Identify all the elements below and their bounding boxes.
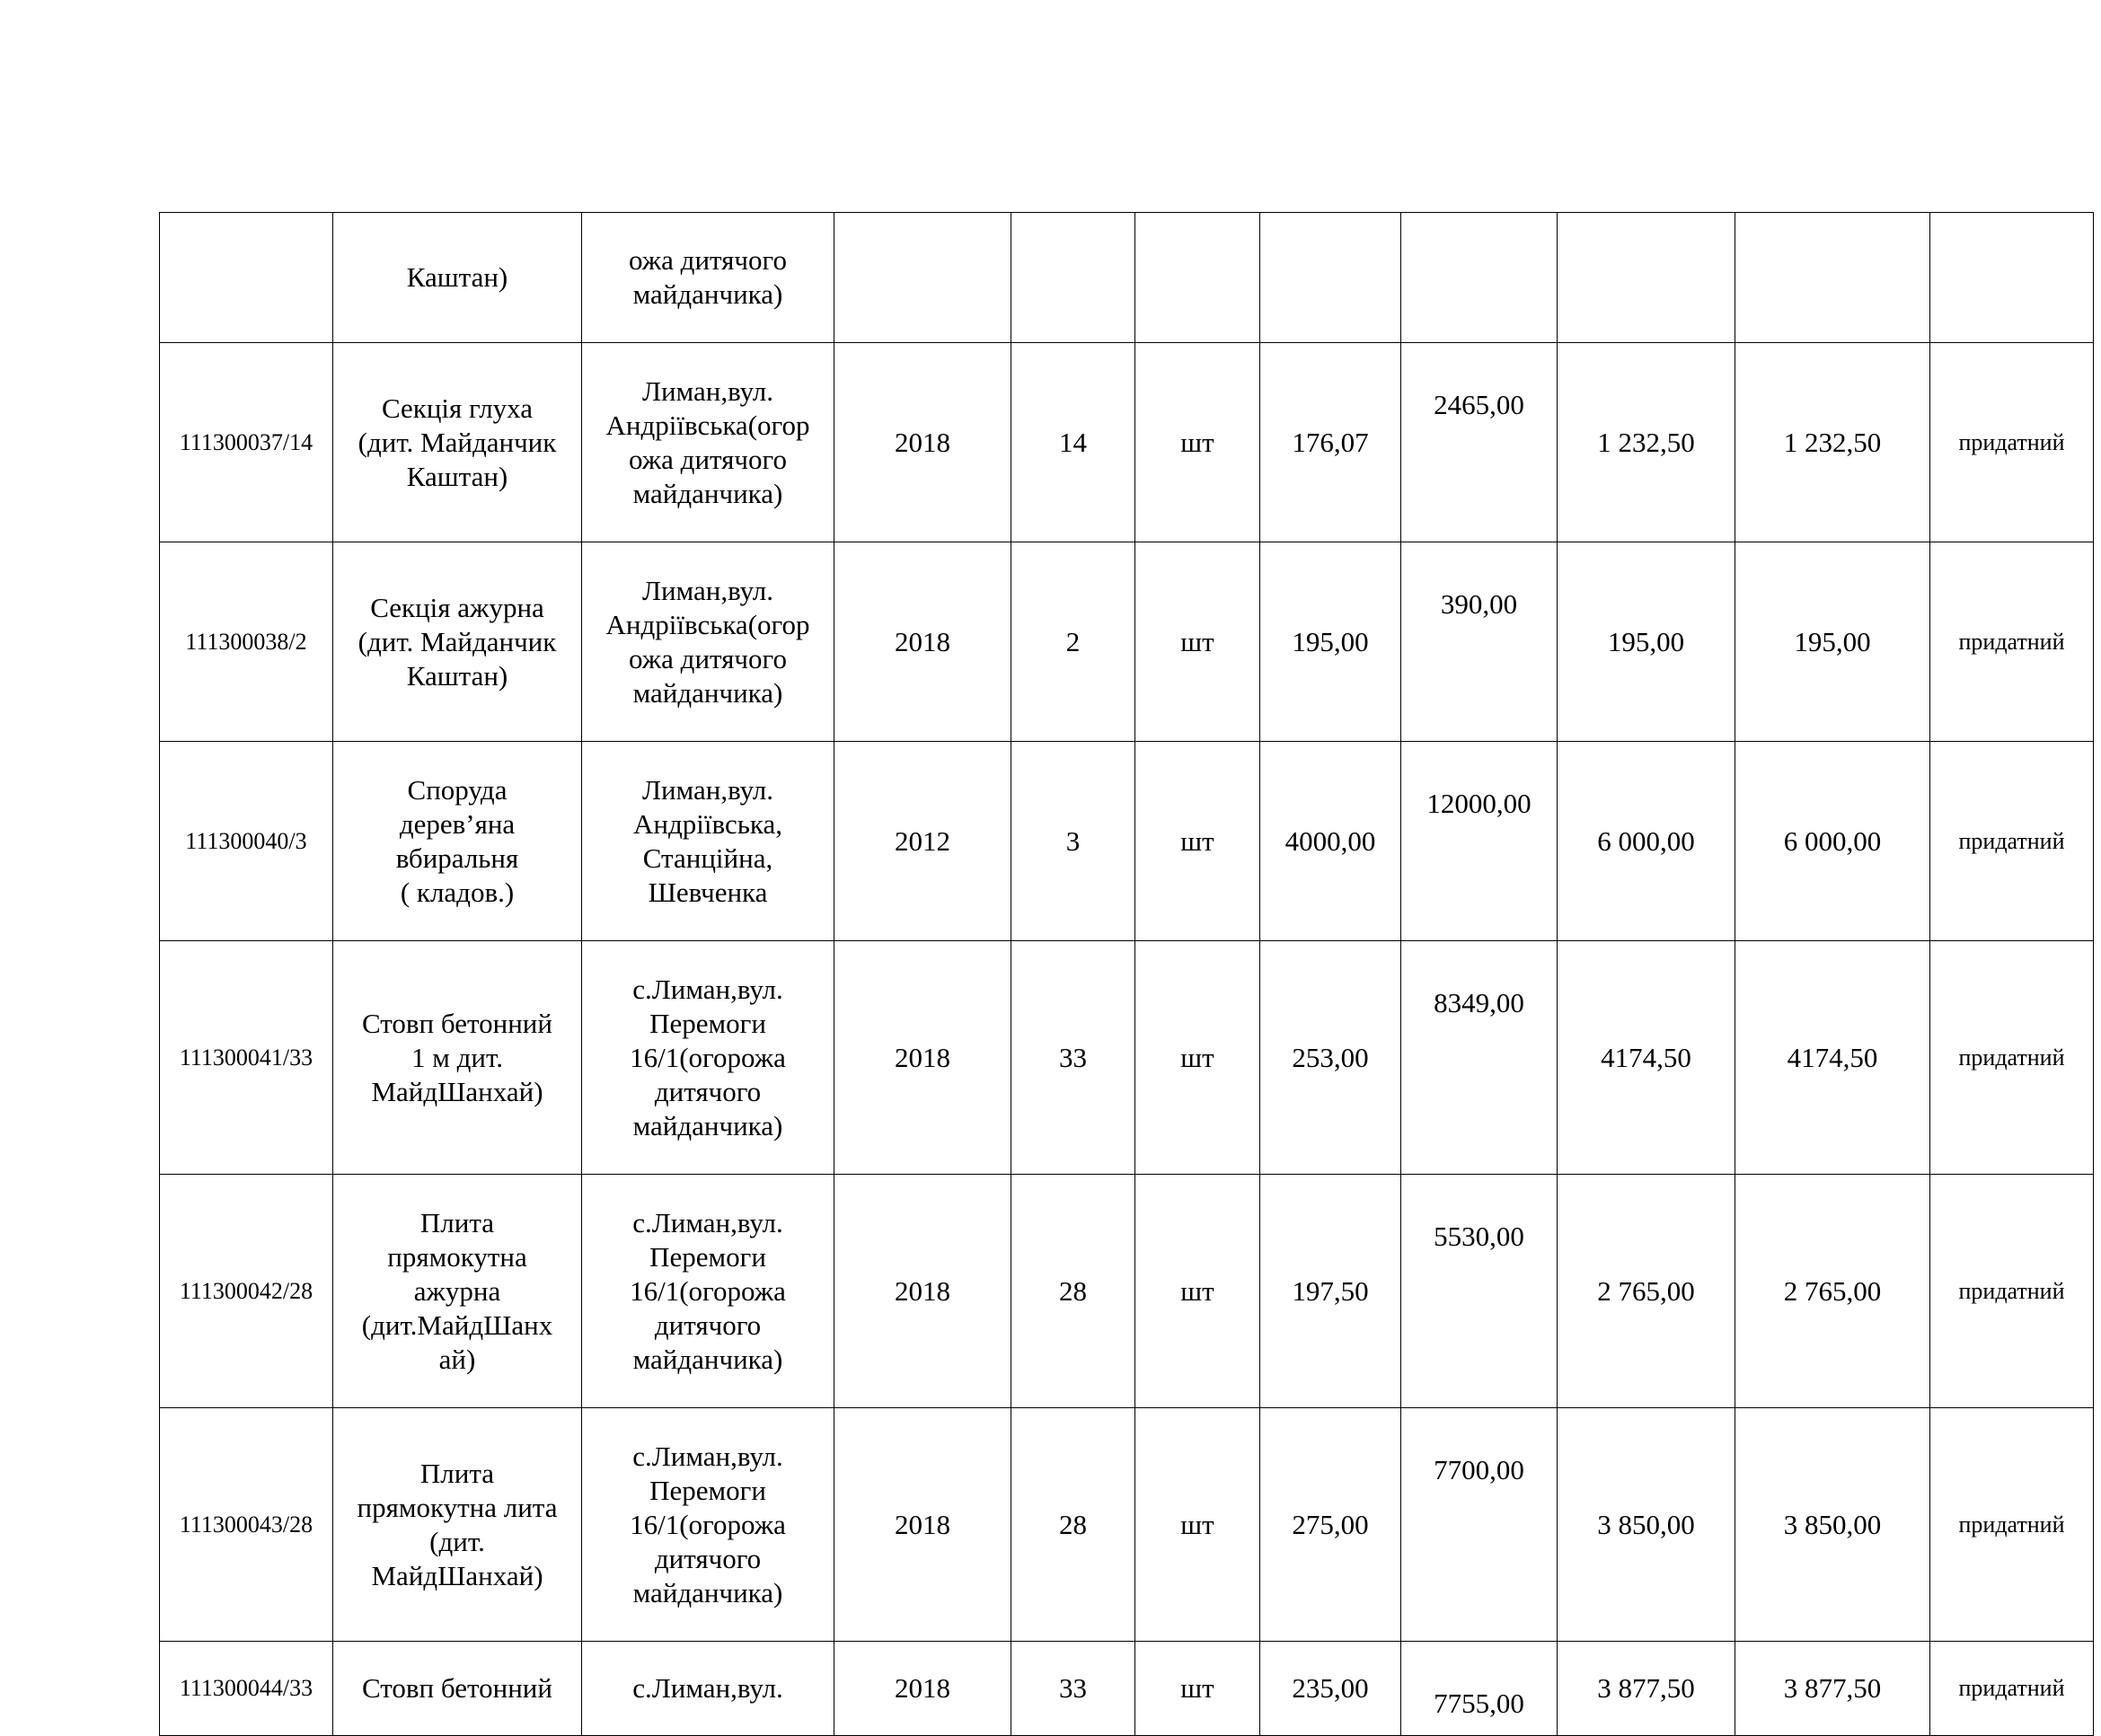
item-name-cell: Секція глуха (дит. Майданчик Каштан) [333,343,582,542]
unit-price-cell: 176,07 [1260,343,1401,542]
value-cell-1: 3 850,00 [1558,1408,1735,1642]
total-cost-cell: 7755,00 [1401,1642,1558,1736]
quantity-cell: 28 [1011,1175,1135,1408]
year-cell: 2012 [834,742,1011,941]
unit-price-cell: 275,00 [1260,1408,1401,1642]
value-cell-1: 6 000,00 [1558,742,1735,941]
year-cell: 2018 [834,542,1011,742]
location-cell: с.Лиман,вул. Перемоги 16/1(огорожа дитячого майданчика) [582,1175,834,1408]
table-row [160,742,2094,941]
table-row [160,213,2094,343]
status-cell: придатний [1930,1642,2094,1736]
year-cell [834,213,1011,343]
value-cell-1: 1 232,50 [1558,343,1735,542]
total-cost-cell: 390,00 [1401,542,1558,742]
unit-cell: шт [1135,941,1260,1175]
unit-cell: шт [1135,1642,1260,1736]
status-cell: придатний [1930,1408,2094,1642]
value-cell-1 [1558,213,1735,343]
value-cell-2: 195,00 [1735,542,1930,742]
status-cell: придатний [1930,941,2094,1175]
inventory-number-cell: 111300037/14 [160,343,333,542]
location-cell: Лиман,вул. Андріївська, Станційна, Шевченка [582,742,834,941]
inventory-number-cell: 111300042/28 [160,1175,333,1408]
value-cell-2 [1735,213,1930,343]
quantity-cell: 14 [1011,343,1135,542]
item-name-cell: Споруда дерев’яна вбиральня ( кладов.) [333,742,582,941]
table-row [160,343,2094,542]
unit-price-cell: 4000,00 [1260,742,1401,941]
quantity-cell: 3 [1011,742,1135,941]
location-cell: Лиман,вул. Андріївська(огор ожа дитячого майданчика) [582,343,834,542]
item-name-cell: Стовп бетонний 1 м дит. МайдШанхай) [333,941,582,1175]
location-cell: с.Лиман,вул. Перемоги 16/1(огорожа дитячого майданчика) [582,941,834,1175]
location-cell: Лиман,вул. Андріївська(огор ожа дитячого майданчика) [582,542,834,742]
inventory-number-cell: 111300041/33 [160,941,333,1175]
unit-price-cell: 235,00 [1260,1642,1401,1736]
value-cell-1: 3 877,50 [1558,1642,1735,1736]
location-cell: с.Лиман,вул. Перемоги 16/1(огорожа дитячого майданчика) [582,1408,834,1642]
status-cell: придатний [1930,1175,2094,1408]
unit-cell: шт [1135,742,1260,941]
status-cell [1930,213,2094,343]
inventory-number-cell: 111300043/28 [160,1408,333,1642]
inventory-table [159,212,2094,1736]
status-cell: придатний [1930,343,2094,542]
total-cost-cell [1401,213,1558,343]
value-cell-1: 195,00 [1558,542,1735,742]
quantity-cell: 28 [1011,1408,1135,1642]
unit-price-cell: 195,00 [1260,542,1401,742]
value-cell-2: 3 850,00 [1735,1408,1930,1642]
total-cost-cell: 2465,00 [1401,343,1558,542]
inventory-number-cell: 111300040/3 [160,742,333,941]
table-row [160,941,2094,1175]
item-name-cell: Каштан) [333,213,582,343]
value-cell-2: 6 000,00 [1735,742,1930,941]
year-cell: 2018 [834,1175,1011,1408]
value-cell-1: 2 765,00 [1558,1175,1735,1408]
unit-price-cell: 253,00 [1260,941,1401,1175]
inventory-number-cell: 111300044/33 [160,1642,333,1736]
total-cost-cell: 12000,00 [1401,742,1558,941]
unit-price-cell: 197,50 [1260,1175,1401,1408]
total-cost-cell: 7700,00 [1401,1408,1558,1642]
location-cell: с.Лиман,вул. [582,1642,834,1736]
unit-cell: шт [1135,343,1260,542]
unit-price-cell [1260,213,1401,343]
quantity-cell: 33 [1011,1642,1135,1736]
value-cell-2: 4174,50 [1735,941,1930,1175]
unit-cell: шт [1135,1408,1260,1642]
unit-cell: шт [1135,1175,1260,1408]
year-cell: 2018 [834,343,1011,542]
value-cell-2: 2 765,00 [1735,1175,1930,1408]
value-cell-1: 4174,50 [1558,941,1735,1175]
item-name-cell: Секція ажурна (дит. Майданчик Каштан) [333,542,582,742]
status-cell: придатний [1930,742,2094,941]
year-cell: 2018 [834,1642,1011,1736]
quantity-cell [1011,213,1135,343]
table-row [160,1642,2094,1736]
item-name-cell: Стовп бетонний [333,1642,582,1736]
value-cell-2: 3 877,50 [1735,1642,1930,1736]
table-row [160,1408,2094,1642]
status-cell: придатний [1930,542,2094,742]
unit-cell: шт [1135,542,1260,742]
inventory-number-cell: 111300038/2 [160,542,333,742]
table-row [160,542,2094,742]
year-cell: 2018 [834,941,1011,1175]
year-cell: 2018 [834,1408,1011,1642]
item-name-cell: Плита прямокутна лита (дит. МайдШанхай) [333,1408,582,1642]
item-name-cell: Плита прямокутна ажурна (дит.МайдШанх ай) [333,1175,582,1408]
quantity-cell: 33 [1011,941,1135,1175]
quantity-cell: 2 [1011,542,1135,742]
location-cell: ожа дитячого майданчика) [582,213,834,343]
total-cost-cell: 5530,00 [1401,1175,1558,1408]
unit-cell [1135,213,1260,343]
table-row [160,1175,2094,1408]
value-cell-2: 1 232,50 [1735,343,1930,542]
inventory-number-cell [160,213,333,343]
total-cost-cell: 8349,00 [1401,941,1558,1175]
